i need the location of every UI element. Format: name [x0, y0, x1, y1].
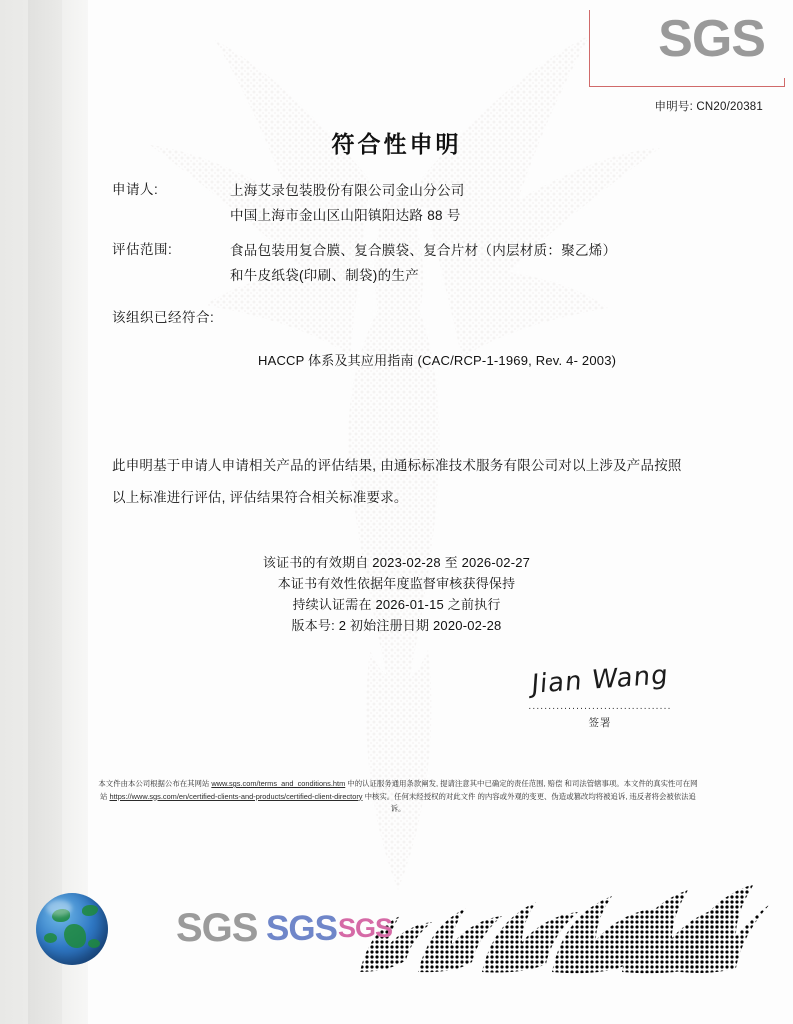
footer-watermark-sgs-3: SGS	[338, 913, 393, 943]
statement-paragraph: 此申明基于申请人申请相关产品的评估结果, 由通标标准技术服务有限公司对以上涉及产品按照以上标准进行评估, 评估结果符合相关标准要求。	[112, 458, 682, 505]
certified-client-directory-link[interactable]: https://www.sgs.com/en/certified-clients-and-products/certified-client-directory	[109, 791, 363, 801]
applicant-row	[112, 178, 465, 228]
scope-line-1: 食品包装用复合膜、复合膜袋、复合片材（内层材质：聚乙烯）	[230, 243, 617, 258]
signature-dotted-line: ....................................	[528, 701, 672, 712]
validity-line-3: 持续认证需在 2026-01-15 之前执行	[292, 597, 501, 612]
footer-watermark-sgs-1: SGS	[176, 906, 258, 950]
scope-row	[112, 238, 616, 288]
fineprint-line2-part1: 和司法管辖事项。本文件的真实性可在网站	[100, 779, 698, 801]
standard-reference: HACCP 体系及其应用指南 (CAC/RCP-1-1969, Rev. 4- 2003)	[258, 353, 617, 368]
validity-line-2: 本证书有效性依据年度监督审核获得保持	[277, 576, 516, 591]
signature-name: Jian Wang	[530, 660, 670, 700]
conformity-row	[112, 306, 332, 326]
globe-highlight	[46, 900, 72, 916]
fineprint-line1-part2: 中的认证服务通用条款阐发, 提请注意其中已确定的责任范围, 赔偿	[345, 779, 563, 788]
sgs-logo-text: SGS	[658, 10, 765, 68]
conformity-label: 该组织已经符合:	[112, 310, 215, 325]
globe-icon	[36, 893, 108, 965]
footer-watermark-sgs-2: SGS	[266, 909, 337, 948]
legal-fineprint	[96, 778, 700, 816]
globe-landmass	[64, 924, 86, 948]
validity-line-1: 该证书的有效期自 2023-02-28 至 2026-02-27	[262, 555, 531, 570]
globe-landmass	[44, 933, 57, 943]
fineprint-line2-part2: 中核实。任何未经授权的对此文件	[362, 791, 476, 801]
page-title: 符合性申明	[331, 131, 462, 157]
scope-value	[230, 238, 616, 288]
applicant-line-2: 中国上海市金山区山阳镇阳达路 88 号	[230, 208, 461, 223]
validity-line-4: 版本号: 2 初始注册日期 2020-02-28	[291, 618, 502, 633]
validity-block	[0, 552, 793, 636]
fineprint-line1-part1: 本文件由本公司根据公布在其网站	[98, 779, 212, 788]
globe-landmass	[88, 939, 100, 948]
scope-label: 评估范围:	[112, 242, 173, 257]
applicant-label: 申请人:	[112, 182, 159, 197]
signature-caption: 签署	[588, 717, 612, 729]
terms-conditions-link[interactable]: www.sgs.com/terms_and_conditions.htm	[211, 779, 346, 788]
applicant-line-1: 上海艾录包装股份有限公司金山分公司	[230, 183, 465, 198]
applicant-value	[230, 178, 465, 228]
scope-line-2: 和牛皮纸袋(印刷、制袋)的生产	[230, 268, 419, 283]
certificate-number: 申明号: CN20/20381	[654, 101, 763, 113]
signature-block	[520, 660, 680, 730]
fineprint-line3: 的内容或外观的变更、伪造或篡改均将被追诉, 违反者将会被依法追诉。	[390, 791, 696, 813]
globe-landmass	[82, 905, 98, 916]
